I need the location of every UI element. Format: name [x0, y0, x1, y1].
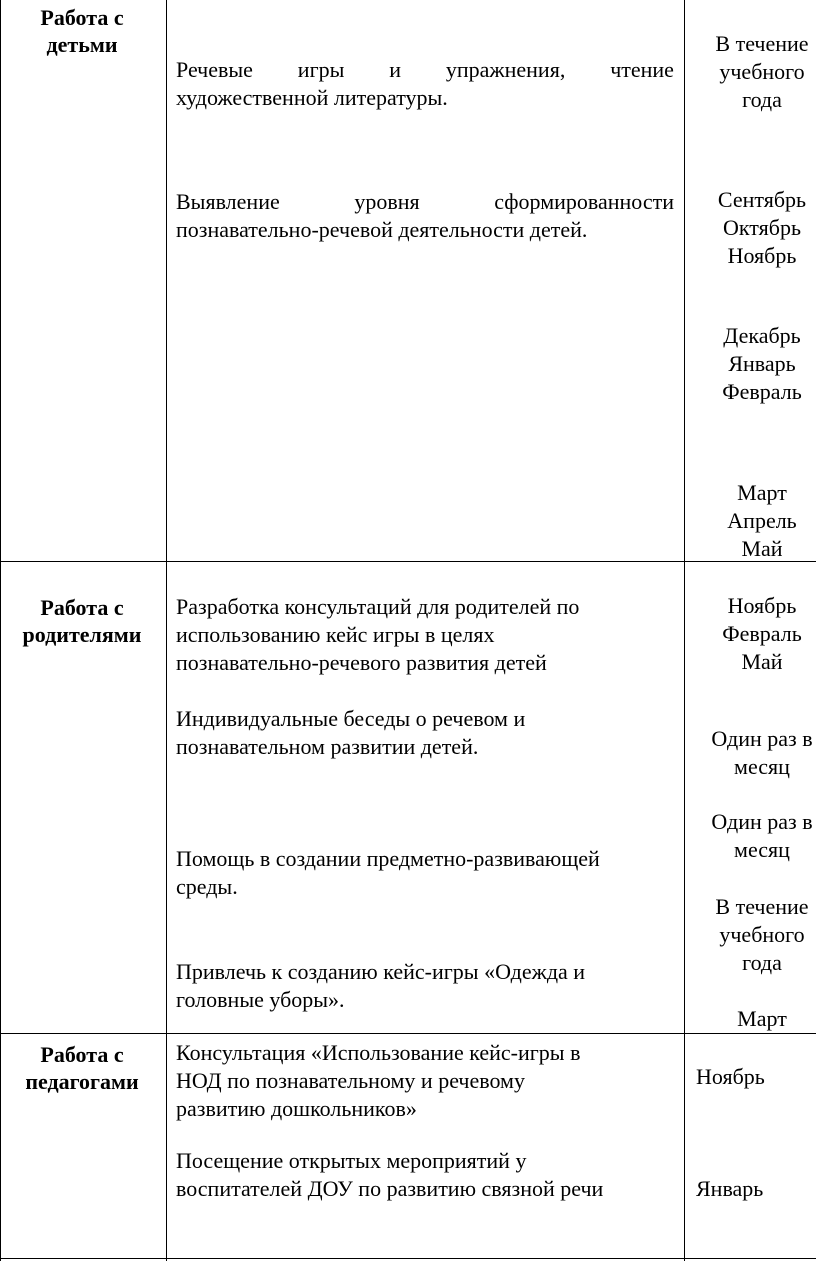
date-line: Один раз в — [711, 726, 813, 751]
date-line: В течение — [715, 894, 809, 919]
date-line: Февраль — [722, 379, 802, 404]
activity-line: среды. — [176, 874, 238, 899]
activity-environment-help — [176, 845, 674, 901]
date-line: Май — [741, 536, 783, 561]
word: упражнения, — [445, 57, 566, 82]
activity-assessment — [176, 188, 674, 244]
activity-line: воспитателей ДОУ по развитию связной речи — [176, 1176, 604, 1201]
date-line: Март — [737, 1006, 787, 1031]
activity-line: использованию кейс игры в целях — [176, 622, 495, 647]
activity-open-events — [176, 1147, 674, 1203]
date-line: учебного — [719, 922, 805, 947]
word: игры — [297, 57, 345, 82]
date-line: Март — [737, 480, 787, 505]
activity-teacher-consultation — [176, 1039, 674, 1123]
activity-line: познавательно-речевого развития детей — [176, 650, 547, 675]
word: Выявление — [176, 189, 280, 214]
date-line: Январь — [728, 351, 796, 376]
word: сформированности — [494, 189, 674, 214]
date-line: месяц — [734, 837, 790, 862]
column-divider-1 — [166, 0, 167, 1261]
activity-line: художественной литературы. — [176, 85, 448, 110]
row-header-line: Работа с — [40, 1042, 124, 1067]
word: уровня — [354, 189, 420, 214]
activity-line: развитию дошкольников» — [176, 1096, 417, 1121]
activity-line: Консультация «Использование кейс-игры в — [176, 1040, 581, 1065]
date-cell — [684, 322, 816, 406]
word: и — [389, 57, 402, 82]
activity-line: познавательном развитии детей. — [176, 734, 479, 759]
row-header-line: детьми — [46, 32, 118, 57]
activity-consultations — [176, 593, 674, 677]
date-line: Ноябрь — [727, 243, 797, 268]
row-header-parents — [0, 594, 164, 648]
justified-line — [176, 188, 674, 216]
date-line: Январь — [696, 1176, 764, 1201]
row-header-line: родителями — [22, 622, 142, 647]
activity-line: Привлечь к созданию кейс-игры «Одежда и — [176, 959, 586, 984]
row-header-line: Работа с — [40, 595, 124, 620]
date-line: года — [742, 950, 782, 975]
word: Речевые — [176, 57, 253, 82]
date-cell — [684, 893, 816, 977]
date-line: Апрель — [727, 508, 797, 533]
activity-line: познавательно-речевой деятельности детей. — [176, 217, 588, 242]
date-cell — [696, 1063, 765, 1091]
date-line: В течение — [715, 31, 809, 56]
justified-line — [176, 56, 674, 84]
date-cell — [684, 725, 816, 781]
row-header-children — [0, 4, 164, 58]
activity-speech-games — [176, 56, 674, 112]
activity-line: головные уборы». — [176, 987, 345, 1012]
date-line: Май — [741, 649, 783, 674]
table-border-bottom — [0, 1258, 816, 1259]
date-line: месяц — [734, 754, 790, 779]
row-divider-2 — [0, 1033, 816, 1034]
date-line: Февраль — [722, 621, 802, 646]
row-header-line: Работа с — [40, 5, 124, 30]
activity-line: НОД по познавательному и речевому — [176, 1068, 525, 1093]
date-cell — [684, 30, 816, 114]
date-line: Один раз в — [711, 809, 813, 834]
date-cell — [684, 1005, 816, 1033]
date-cell — [684, 479, 816, 563]
date-cell — [684, 186, 816, 270]
date-line: Сентябрь — [717, 187, 807, 212]
activity-case-game — [176, 958, 674, 1014]
activity-individual-talks — [176, 705, 674, 761]
activity-line: Разработка консультаций для родителей по — [176, 594, 580, 619]
date-cell — [684, 808, 816, 864]
date-line: Ноябрь — [696, 1064, 765, 1089]
date-line: Октябрь — [723, 215, 801, 240]
date-cell — [696, 1175, 763, 1203]
date-line: Ноябрь — [727, 593, 797, 618]
date-line: Декабрь — [723, 323, 801, 348]
date-line: года — [742, 87, 782, 112]
word: чтение — [610, 57, 674, 82]
activity-line: Помощь в создании предметно-развивающей — [176, 846, 600, 871]
date-cell — [684, 592, 816, 676]
row-header-teachers — [0, 1041, 164, 1095]
activity-line: Индивидуальные беседы о речевом и — [176, 706, 526, 731]
row-header-line: педагогами — [25, 1069, 139, 1094]
activity-line: Посещение открытых мероприятий у — [176, 1148, 527, 1173]
date-line: учебного — [719, 59, 805, 84]
